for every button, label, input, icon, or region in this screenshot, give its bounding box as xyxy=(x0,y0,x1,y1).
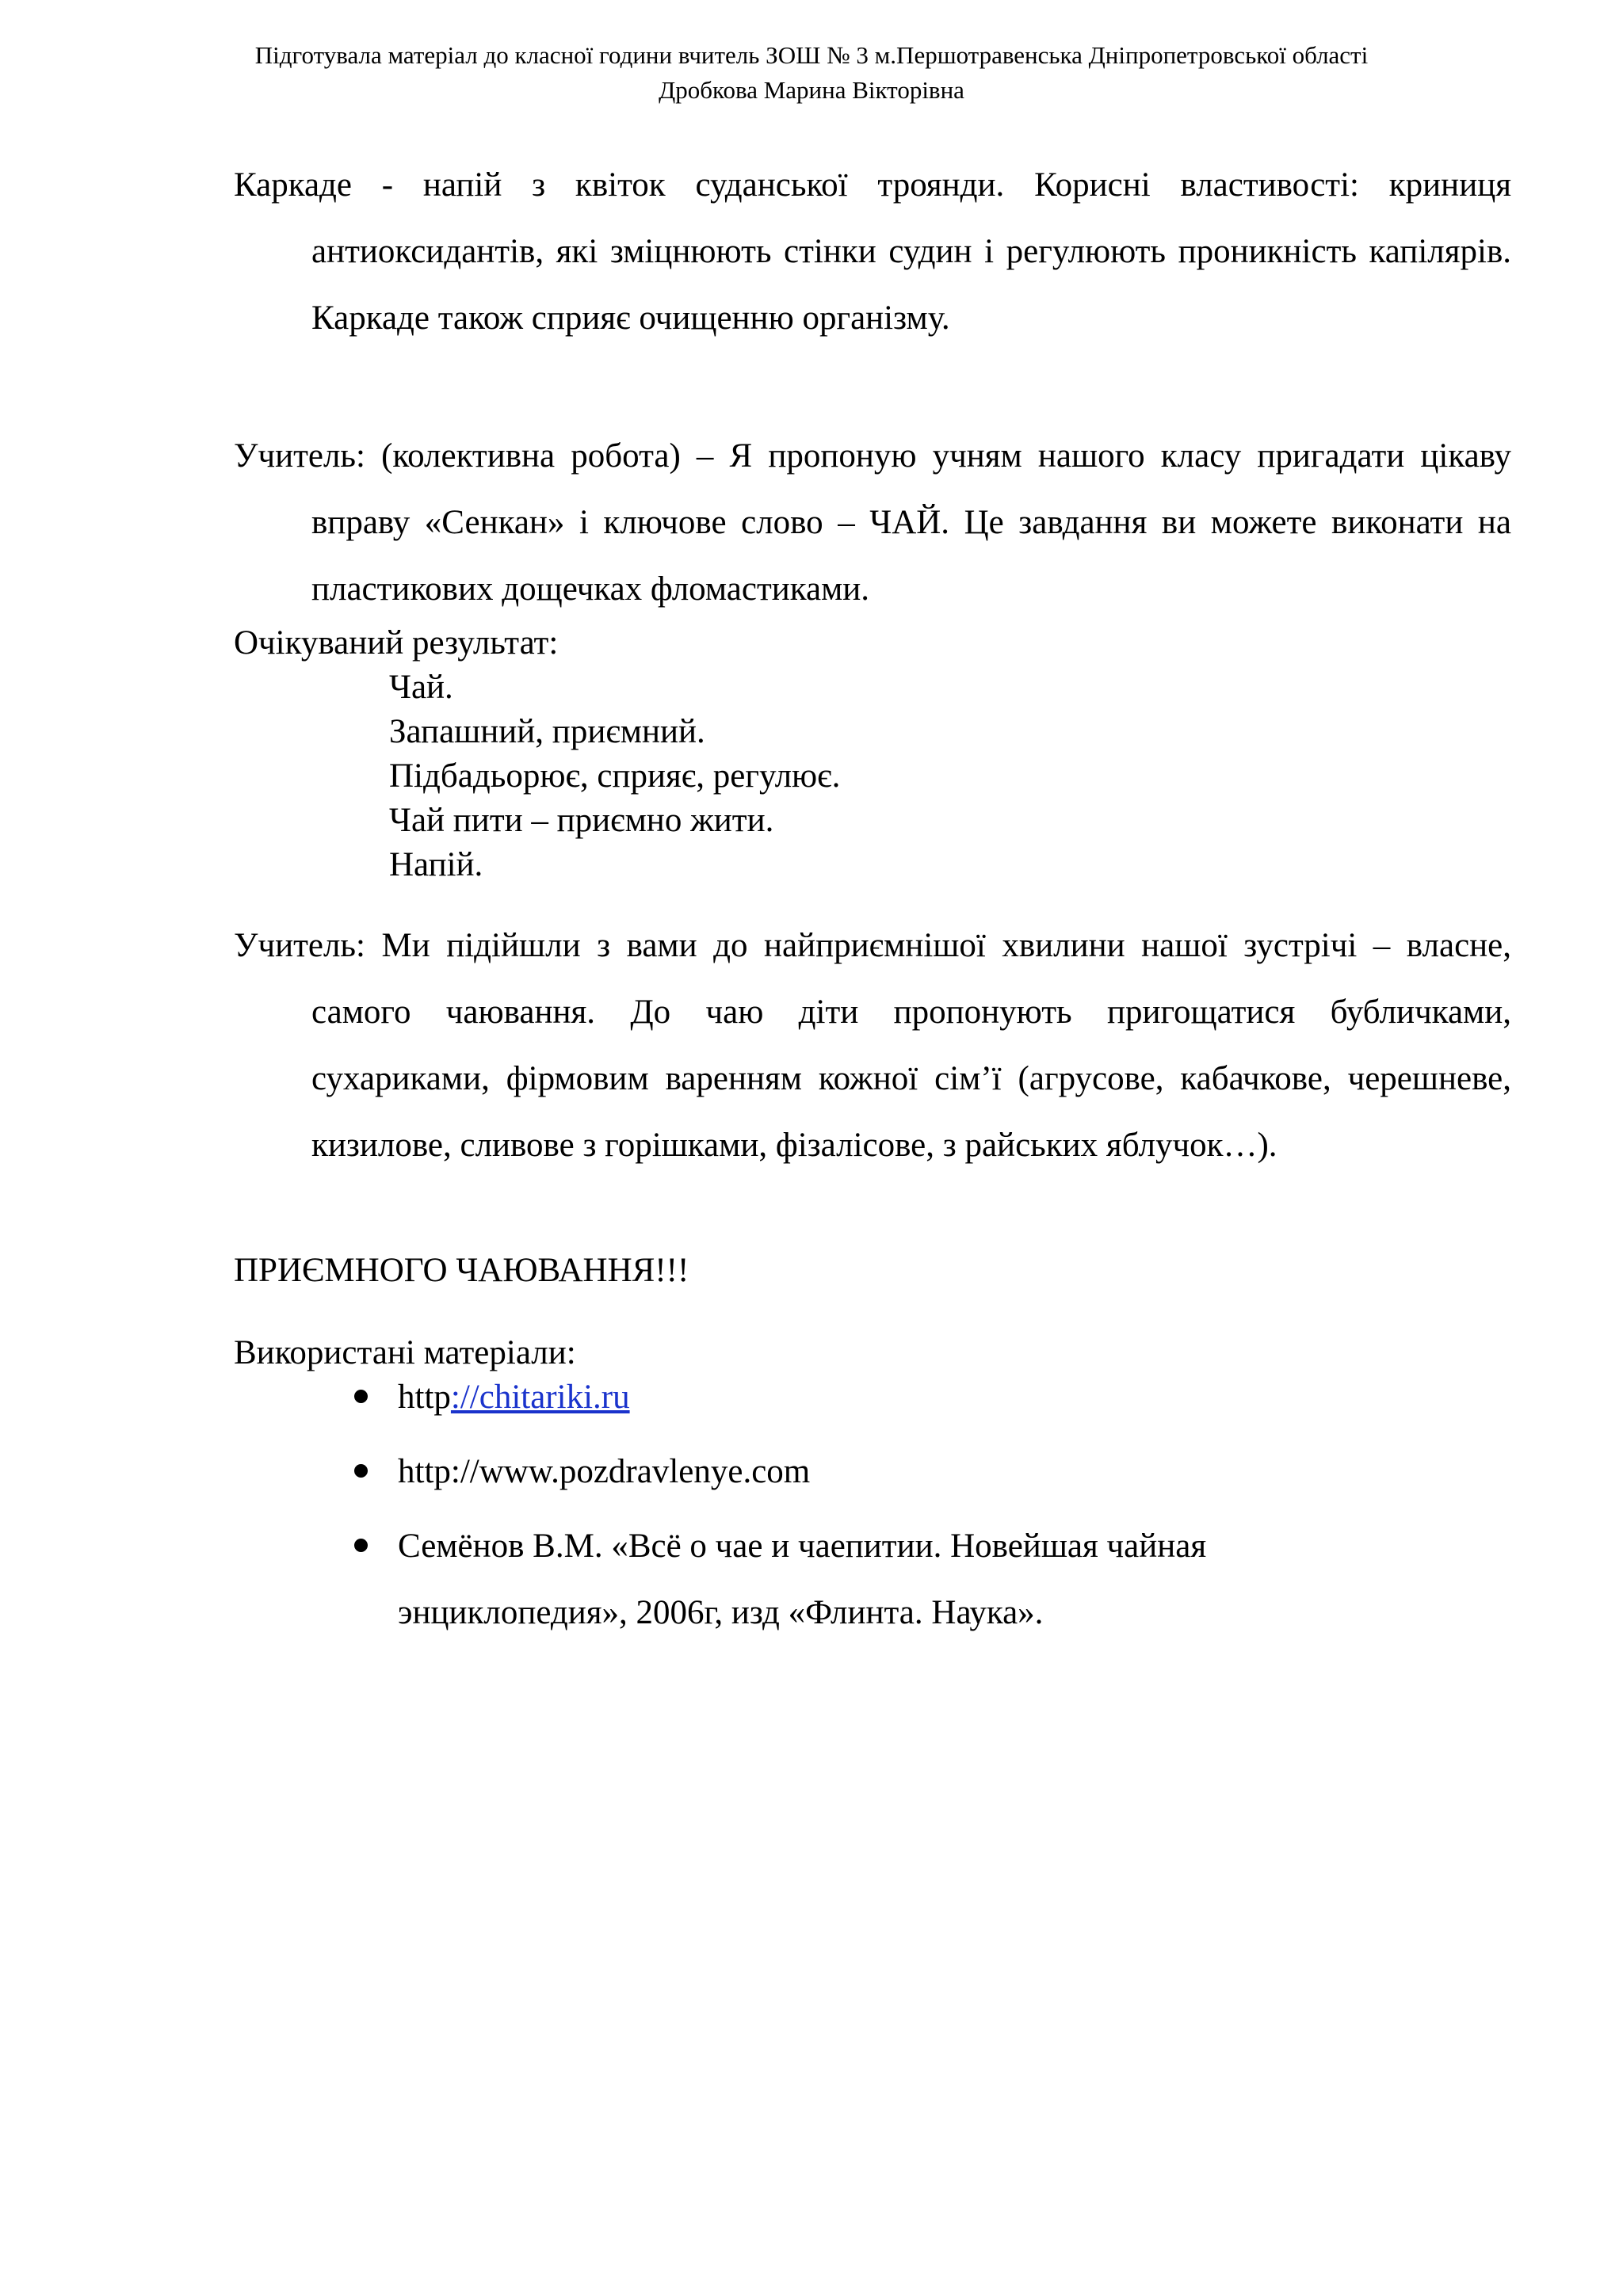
poem-line: Підбадьорює, сприяє, регулює. xyxy=(389,757,841,795)
teacher-tea-party-paragraph: Учитель: Ми підійшли з вами до найприємнішої хвилини нашої зустрічі – власне, самого чаювання. До чаю діти пропонують пригощатися бубличками, сухариками, фірмовим варенням кожної сім’ї (агрусове, кабачкове, черешневе, кизилове, сливове з горішками, фізалісове, з райських яблучок…). xyxy=(234,927,1511,1164)
reference-text: Семёнов В.М. «Всё о чае и чаепитии. Новейшая чайная энциклопедия», 2006г, изд «Флинта. Наука». xyxy=(398,1527,1207,1631)
poem-line: Чай пити – приємно жити. xyxy=(389,802,774,839)
reference-item xyxy=(234,1439,1511,1505)
expected-result-label: Очікуваний результат: xyxy=(234,624,559,662)
sinkan-poem xyxy=(234,666,1511,887)
document-body xyxy=(234,152,1511,1654)
header-author-name: Дробкова Марина Вікторівна xyxy=(659,76,964,104)
page-header xyxy=(0,38,1623,108)
bullet-icon xyxy=(354,1464,368,1478)
poem-line: Запашний, приємний. xyxy=(389,713,705,750)
bullet-icon xyxy=(354,1539,368,1552)
closing-greeting: ПРИЄМНОГО ЧАЮВАННЯ!!! xyxy=(234,1252,689,1289)
reference-item xyxy=(234,1513,1511,1646)
poem-line: Напій. xyxy=(389,846,483,883)
references-label: Використані матеріали: xyxy=(234,1334,576,1371)
bullet-icon xyxy=(354,1390,368,1403)
teacher-collective-paragraph: Учитель: (колективна робота) – Я пропоную учням нашого класу пригадати цікаву вправу «Сенкан» і ключове слово – ЧАЙ. Це завдання ви можете виконати на пластикових дощечках фломастиками. xyxy=(234,437,1511,608)
karkade-paragraph: Каркаде - напій з квіток суданської троянди. Корисні властивості: криниця антиоксидантів, які зміцнюють стінки судин і регулюють проникність капілярів. Каркаде також сприяє очищенню організму. xyxy=(234,166,1511,337)
reference-link-prefix: http xyxy=(398,1379,451,1416)
reference-link[interactable]: ://chitariki.ru xyxy=(450,1379,630,1416)
poem-line: Чай. xyxy=(389,669,453,706)
reference-item xyxy=(234,1364,1511,1431)
header-author-school: Підготувала матеріал до класної години вчитель ЗОШ № 3 м.Першотравенська Дніпропетровської області xyxy=(254,41,1369,69)
references-list xyxy=(234,1364,1511,1646)
reference-text: http://www.pozdravlenye.com xyxy=(398,1453,811,1490)
